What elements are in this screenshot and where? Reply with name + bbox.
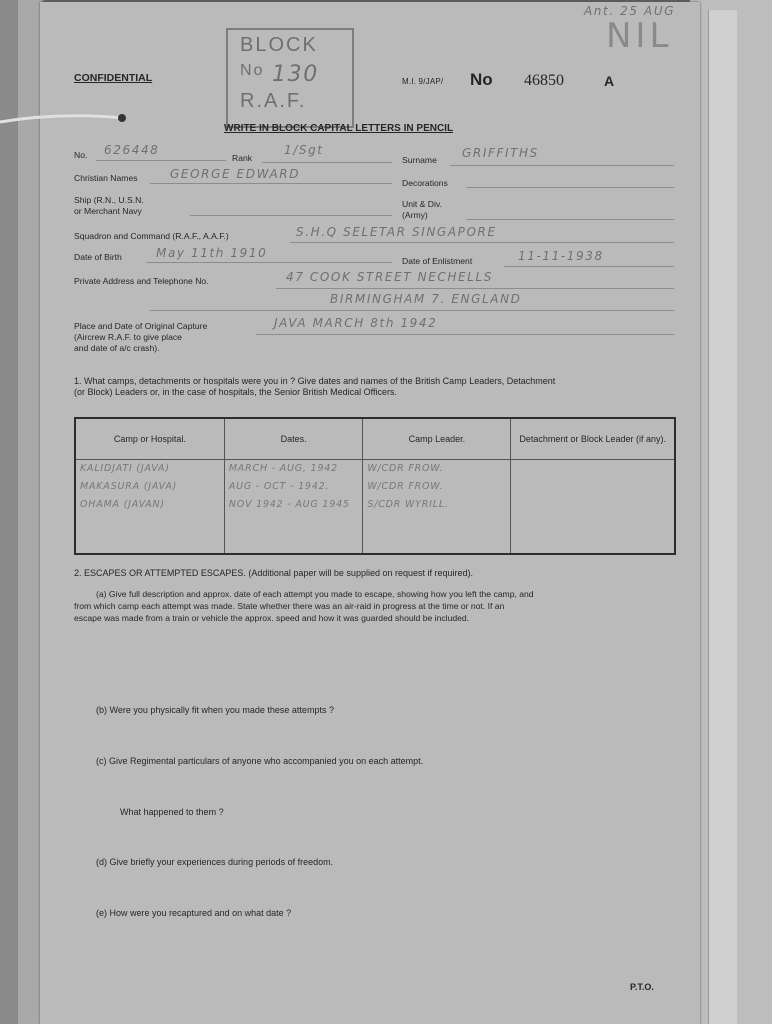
camps-table-body	[75, 460, 675, 555]
stamp-number: 130	[272, 62, 319, 87]
enlistment-value: 11-11-1938	[518, 249, 604, 263]
rank-value: 1/Sgt	[284, 143, 324, 157]
detachment-column	[511, 460, 675, 555]
header-camp: Camp or Hospital.	[75, 418, 224, 460]
question-2e: (e) How were you recaptured and on what date ?	[96, 908, 292, 918]
dates-column	[224, 460, 363, 555]
date-of-birth-value: May 11th 1910	[156, 246, 268, 260]
block-capital-instruction: WRITE IN BLOCK CAPITAL LETTERS IN PENCIL	[224, 123, 454, 134]
table-row-2-leader: W/CDR FROW.	[367, 481, 444, 492]
squadron-label: Squadron and Command (R.A.F., A.A.F.)	[74, 231, 229, 241]
table-row-3-dates: NOV 1942 - AUG 1945	[228, 499, 350, 510]
question-2a-line-1: (a) Give full description and approx. date of each attempt you made to escape, showing how you left the camp, and	[96, 589, 534, 599]
address-line-2: BIRMINGHAM 7. ENGLAND	[330, 292, 522, 306]
camp-column	[75, 460, 224, 555]
unit-label-2: (Army)	[402, 210, 428, 220]
form-number-suffix: A	[604, 73, 615, 89]
capture-label-1: Place and Date of Original Capture	[74, 321, 208, 331]
top-note: Ant. 25 AUG	[584, 4, 676, 18]
header-camp-leader: Camp Leader.	[363, 418, 511, 460]
date-of-birth-label: Date of Birth	[74, 252, 122, 262]
stamp-line-1: BLOCK	[240, 34, 318, 56]
binding-string	[0, 114, 128, 124]
decorations-label: Decorations	[402, 178, 448, 188]
address-label: Private Address and Telephone No.	[74, 276, 209, 286]
question-2a-line-2: from which camp each attempt was made. State whether there was an air-raid in progress at the time or not. If an	[74, 601, 505, 611]
stamp-line-2: No	[240, 62, 265, 79]
please-turn-over: P.T.O.	[630, 982, 654, 992]
camps-table-header	[75, 418, 675, 460]
question-2b: (b) Were you physically fit when you made these attempts ?	[96, 705, 334, 715]
question-2d: (d) Give briefly your experiences during periods of freedom.	[96, 857, 334, 867]
table-row-2-dates: AUG - OCT - 1942.	[228, 481, 330, 492]
christian-names-label: Christian Names	[74, 173, 138, 183]
number-label: No	[470, 70, 493, 89]
table-row-1-camp: KALIDJATI (JAVA)	[80, 463, 170, 474]
table-row-3-leader: S/CDR WYRILL.	[367, 499, 449, 510]
table-row-1-dates: MARCH - AUG, 1942	[228, 463, 338, 474]
form-code: M.I. 9/JAP/	[402, 77, 444, 86]
surname-value: GRIFFITHS	[462, 146, 539, 160]
table-row-3-camp: OHAMA (JAVAN)	[80, 499, 165, 510]
table-row-2-camp: MAKASURA (JAVA)	[80, 481, 178, 492]
capture-value: JAVA MARCH 8th 1942	[274, 316, 438, 330]
form-number: 46850	[524, 72, 564, 89]
header-detachment-leader: Detachment or Block Leader (if any).	[511, 418, 675, 460]
camps-table	[74, 417, 676, 555]
question-2c-followup: What happened to them ?	[120, 807, 224, 817]
surname-label: Surname	[402, 155, 437, 165]
address-line-1: 47 COOK STREET NECHELLS	[286, 270, 493, 284]
background-page-edge-right	[708, 10, 737, 1024]
service-number: 626448	[104, 143, 160, 157]
table-row-1-leader: W/CDR FROW.	[367, 463, 444, 474]
top-mark: NIL	[606, 16, 673, 56]
christian-names-value: GEORGE EDWARD	[170, 167, 301, 181]
question-2c: (c) Give Regimental particulars of anyone who accompanied you on each attempt.	[96, 756, 424, 766]
capture-label-3: and date of a/c crash).	[74, 343, 160, 353]
question-2-title: 2. ESCAPES OR ATTEMPTED ESCAPES. (Additional paper will be supplied on request if required).	[74, 568, 474, 578]
leader-column	[363, 460, 511, 555]
capture-label-2: (Aircrew R.A.F. to give place	[74, 332, 182, 342]
unit-label-1: Unit & Div.	[402, 199, 442, 209]
header-dates: Dates.	[224, 418, 363, 460]
rank-label: Rank	[232, 153, 253, 163]
squadron-value: S.H.Q SELETAR SINGAPORE	[296, 225, 497, 239]
question-1-line-1: 1. What camps, detachments or hospitals were you in ? Give dates and names of the British Camp Leaders, Detachment	[74, 376, 556, 386]
ship-label-2: or Merchant Navy	[74, 206, 142, 216]
confidential-label: CONFIDENTIAL	[74, 72, 153, 84]
stamp-line-3: R.A.F.	[240, 90, 307, 112]
question-1-line-2: (or Block) Leaders or, in the case of hospitals, the Senior British Medical Officers.	[74, 387, 397, 397]
question-2a-line-3: escape was made from a train or vehicle the approx. speed and how it was guarded should be included.	[74, 613, 470, 623]
enlistment-label: Date of Enlistment	[402, 256, 473, 266]
ship-label-1: Ship (R.N., U.S.N.	[74, 195, 144, 205]
no-label: No.	[74, 150, 88, 160]
